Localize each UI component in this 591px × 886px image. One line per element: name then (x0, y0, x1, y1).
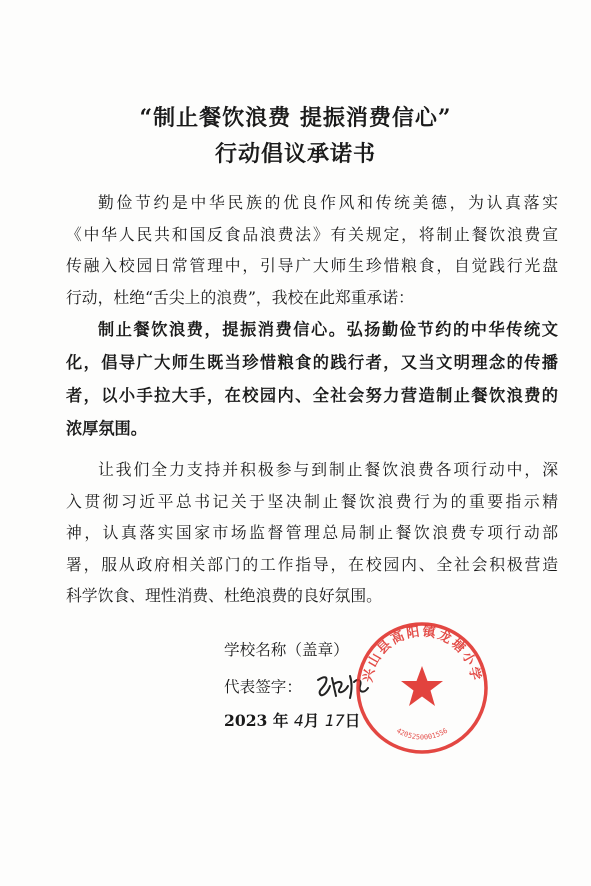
seal-text: 兴山县高阳镇龙塘小学 (360, 624, 484, 684)
paragraph-line: 科学饮食、理性消费、杜绝浪费的良好氛围。 (66, 586, 382, 605)
paragraph-line: 化，倡导广大师生既当珍惜粮食的践行者，又当文明理念的传播 (66, 353, 558, 372)
paragraph-line: 《中华人民共和国反食品浪费法》有关规定，将制止餐饮浪费宣 (66, 224, 558, 244)
date-month: 4 (293, 712, 304, 730)
paragraph-line: 神，认真落实国家市场监督管理总局制止餐饮浪费专项行动部 (66, 523, 558, 542)
paragraph-line: 入贯彻习近平总书记关于坚决制止餐饮浪费行为的重要指示精 (66, 491, 558, 511)
paragraph-line: 署，服从政府相关部门的工作指导，在校园内、全社会积极营造 (66, 554, 558, 574)
paragraph-commitment (66, 313, 558, 445)
date-line (224, 709, 360, 733)
date-year: 2023 年 (224, 711, 289, 730)
date-day-unit: 日 (344, 711, 361, 730)
representative-label: 代表签字： (224, 678, 302, 696)
paragraph-line: 行动，杜绝“舌尖上的浪费”，我校在此郑重承诺： (66, 287, 414, 307)
paragraph-line: 让我们全力支持并积极参与到制止餐饮浪费各项行动中，深 (98, 460, 558, 479)
paragraph-line: 者，以小手拉大手，在校园内、全社会努力营造制止餐饮浪费的 (66, 386, 558, 405)
paragraph-call-to-action (66, 454, 558, 612)
paragraph-line: 制止餐饮浪费，提振消费信心。弘扬勤俭节约的中华传统文 (98, 320, 558, 339)
svg-text:4205250001556 (395, 727, 449, 742)
date-day: 17 (324, 712, 345, 730)
date-month-unit: 月 (303, 711, 320, 730)
school-name-label: 学校名称（盖章） (224, 641, 349, 659)
paragraph-line: 传融入校园日常管理中，引导广大师生珍惜粮食，自觉践行光盘 (66, 256, 558, 275)
paragraph-line: 浓厚氛围。 (66, 419, 147, 438)
seal-star-icon (401, 666, 443, 706)
paragraph-intro (66, 187, 558, 313)
document-title-line2: 行动倡议承诺书 (214, 141, 376, 167)
document-title-line1: “制止餐饮浪费 提振消费信心” (139, 105, 452, 131)
paragraph-line: 勤俭节约是中华民族的优良作风和传统美德，为认真落实 (98, 193, 558, 212)
official-seal (352, 618, 492, 758)
seal-code: 4205250001556 (394, 726, 450, 742)
